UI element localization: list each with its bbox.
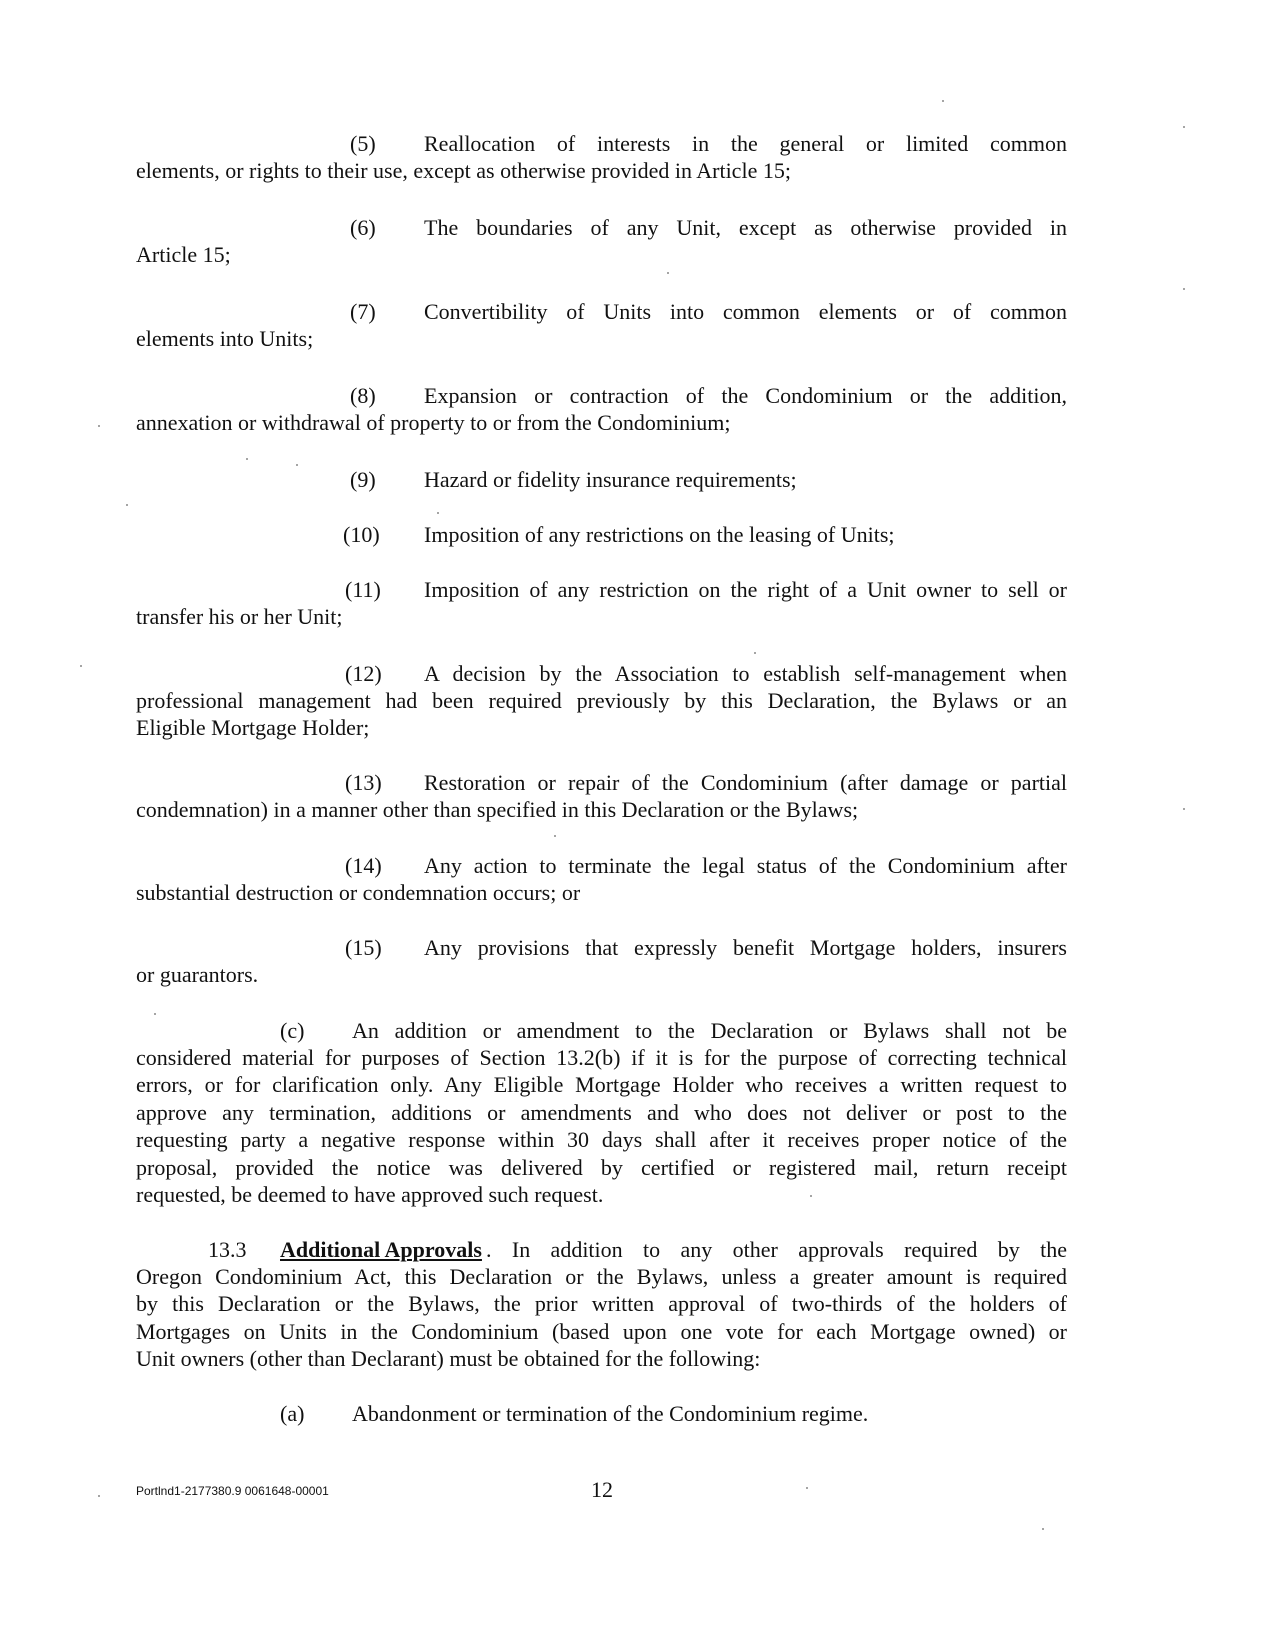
- scan-speck: [1183, 808, 1185, 810]
- item-14-continuation: substantial destruction or condemnation occurs; or: [136, 880, 581, 905]
- item-8-number: (8): [350, 383, 376, 408]
- scan-speck: [437, 512, 439, 514]
- scan-speck: [942, 100, 944, 102]
- item-a-text: Abandonment or termination of the Condominium regime.: [352, 1401, 869, 1426]
- scan-speck: [246, 458, 248, 460]
- para-c-line-6: proposal, provided the notice was delivered by certified or registered mail, return receipt: [136, 1155, 1067, 1180]
- item-11-continuation: transfer his or her Unit;: [136, 604, 343, 629]
- item-6-continuation: Article 15;: [136, 242, 231, 267]
- scan-speck: [754, 652, 756, 654]
- item-12-number: (12): [345, 661, 382, 686]
- scan-speck: [154, 1013, 156, 1015]
- para-c-line-5: requesting party a negative response within 30 days shall after it receives proper notice of the: [136, 1127, 1067, 1152]
- scan-speck: [296, 464, 298, 466]
- item-12-first-line: A decision by the Association to establish self-management when: [424, 661, 1067, 686]
- item-13-continuation: condemnation) in a manner other than specified in this Declaration or the Bylaws;: [136, 797, 859, 822]
- item-15-number: (15): [345, 935, 382, 960]
- item-a-number: (a): [280, 1401, 305, 1426]
- item-13-first-line: Restoration or repair of the Condominium (after damage or partial: [424, 770, 1067, 795]
- item-11-number: (11): [345, 577, 381, 602]
- item-13-number: (13): [345, 770, 382, 795]
- item-5-continuation: elements, or rights to their use, except as otherwise provided in Article 15;: [136, 158, 791, 183]
- section-13-3-line-3: by this Declaration or the Bylaws, the prior written approval of two-thirds of the holders of: [136, 1291, 1067, 1316]
- item-5-number: (5): [350, 131, 376, 156]
- item-10-text: Imposition of any restrictions on the leasing of Units;: [424, 522, 895, 547]
- item-9-text: Hazard or fidelity insurance requirements;: [424, 467, 797, 492]
- item-8-continuation: annexation or withdrawal of property to or from the Condominium;: [136, 410, 731, 435]
- section-13-3-line-1: . In addition to any other approvals required by the: [486, 1237, 1067, 1262]
- item-7-first-line: Convertibility of Units into common elements or of common: [424, 299, 1067, 324]
- scan-speck: [806, 1487, 808, 1489]
- item-11-first-line: Imposition of any restriction on the right of a Unit owner to sell or: [424, 577, 1067, 602]
- section-13-3-line-4: Mortgages on Units in the Condominium (based upon one vote for each Mortgage owned) or: [136, 1319, 1067, 1344]
- scan-speck: [810, 1195, 812, 1197]
- item-7-number: (7): [350, 299, 376, 324]
- scan-speck: [1042, 1528, 1044, 1530]
- item-14-number: (14): [345, 853, 382, 878]
- para-c-line-4: approve any termination, additions or amendments and who does not deliver or post to the: [136, 1100, 1067, 1125]
- footer-document-id: Portlnd1-2177380.9 0061648-00001: [136, 1484, 329, 1498]
- item-7-continuation: elements into Units;: [136, 326, 314, 351]
- item-12-continuation-2: Eligible Mortgage Holder;: [136, 715, 370, 740]
- item-8-first-line: Expansion or contraction of the Condominium or the addition,: [424, 383, 1067, 408]
- section-13-3-number: 13.3: [208, 1237, 247, 1262]
- item-15-first-line: Any provisions that expressly benefit Mortgage holders, insurers: [424, 935, 1067, 960]
- scan-speck: [98, 425, 100, 427]
- scan-speck: [1183, 288, 1185, 290]
- scan-speck: [667, 272, 669, 274]
- para-c-line-2: considered material for purposes of Section 13.2(b) if it is for the purpose of correcting technical: [136, 1045, 1067, 1070]
- item-15-continuation: or guarantors.: [136, 962, 259, 987]
- section-13-3-heading: [280, 1236, 482, 1263]
- item-12-continuation-1: professional management had been required previously by this Declaration, the Bylaws or an: [136, 688, 1067, 713]
- para-c-line-1: An addition or amendment to the Declaration or Bylaws shall not be: [352, 1018, 1067, 1043]
- para-c-number: (c): [280, 1018, 305, 1043]
- page-number: 12: [591, 1477, 613, 1502]
- scan-speck: [554, 835, 556, 837]
- para-c-line-7: requested, be deemed to have approved such request.: [136, 1182, 604, 1207]
- item-10-number: (10): [343, 522, 380, 547]
- scan-speck: [80, 665, 82, 667]
- section-13-3-heading-text: Additional Approvals: [280, 1237, 482, 1262]
- item-6-first-line: The boundaries of any Unit, except as otherwise provided in: [424, 215, 1067, 240]
- section-13-3-line-5: Unit owners (other than Declarant) must be obtained for the following:: [136, 1346, 761, 1371]
- section-13-3-line-2: Oregon Condominium Act, this Declaration or the Bylaws, unless a greater amount is required: [136, 1264, 1067, 1289]
- para-c-line-3: errors, or for clarification only. Any Eligible Mortgage Holder who receives a written request to: [136, 1072, 1067, 1097]
- scan-speck: [98, 1495, 100, 1497]
- item-9-number: (9): [350, 467, 376, 492]
- scan-speck: [1183, 126, 1185, 128]
- scan-speck: [126, 504, 128, 506]
- item-6-number: (6): [350, 215, 376, 240]
- item-5-first-line: Reallocation of interests in the general or limited common: [424, 131, 1067, 156]
- item-14-first-line: Any action to terminate the legal status of the Condominium after: [424, 853, 1067, 878]
